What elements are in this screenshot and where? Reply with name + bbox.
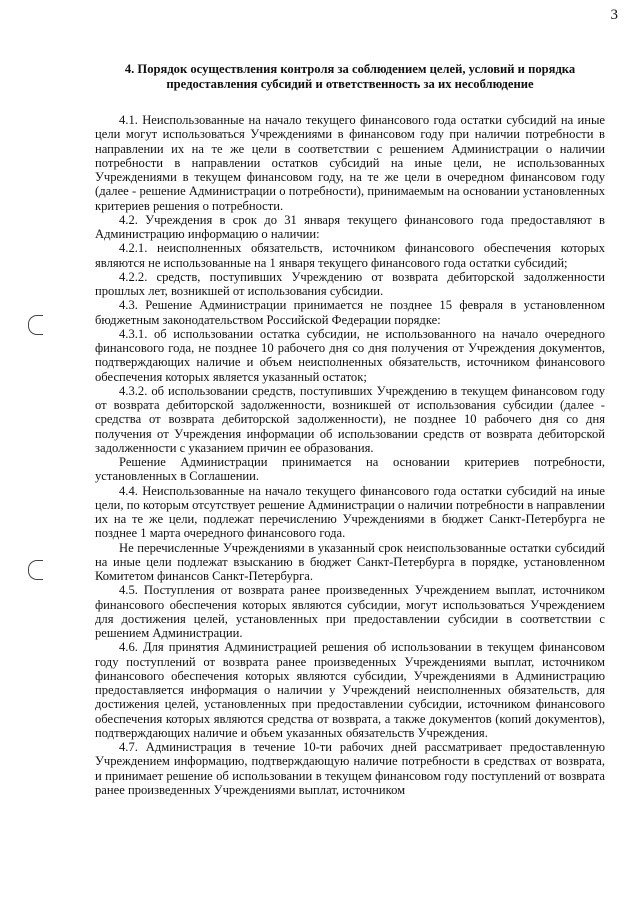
page-number: 3	[610, 7, 618, 23]
paragraph-4-3-1: 4.3.1. об использовании остатка субсидии, не использованного на начало очередного финансового года, не позднее 10 рабочего дня со дня получения от Учреждения документов, подтверждающих наличие и объем неисполненных обязательств, источником финансового обеспечения которых является указанный остаток;	[95, 326, 605, 384]
paragraph-4-5: 4.5. Поступления от возврата ранее произведенных Учреждением выплат, источником финансового обеспечения которых являются субсидии, могут использоваться Учреждением для достижения целей, установленных при предоставлении субсидии в соответствии с решением Администрации.	[95, 583, 605, 640]
paragraph-4-7: 4.7. Администрация в течение 10-ти рабочих дней рассматривает предоставленную Учреждением информацию, подтверждающую наличие потребности в средствах от возврата, и принимает решение об использовании в текущем финансовом году поступлений от возврата ранее произведенных Учреждениями выплат, источником	[95, 740, 605, 797]
document-body	[95, 62, 605, 797]
paragraph-4-2-1: 4.2.1. неисполненных обязательств, источником финансового обеспечения которых являются не использованные на 1 января текущего финансового года остатки субсидий;	[95, 241, 605, 270]
paragraph-4-2-2: 4.2.2. средств, поступивших Учреждению от возврата дебиторской задолженности прошлых лет, возникшей от использования субсидии.	[95, 269, 605, 298]
paragraph-4-1: 4.1. Неиспользованные на начало текущего финансового года остатки субсидий на иные цели могут использоваться Учреждениями в финансовом году при наличии потребности в направлении их на те же цели в соответствии с решением Администрации о наличии потребности в направлении остатков субсидий на иные цели, не использованных Учреждениями в текущем финансовом году, на те же цели в очередном финансовом году (далее - решение Администрации о потребности), принимаемым на основании установленных критериев решения о потребности.	[95, 113, 605, 213]
paragraph-4-6: 4.6. Для принятия Администрацией решения об использовании в текущем финансовом году поступлений от возврата ранее произведенных Учреждениями выплат, источником финансового обеспечения которых являются субсидии, Учреждениями в Администрацию предоставляется информация о наличии у Учреждений неисполненных обязательств, для достижения целей, установленных при предоставлении субсидии, источником финансового обеспечения которых являются средства от возврата, а также документов (копий документов), подтверждающих наличие и объем указанных обязательств Учреждения.	[95, 640, 605, 740]
punch-hole-mark	[28, 315, 43, 335]
paragraph-4-4: 4.4. Неиспользованные на начало текущего финансового года остатки субсидий на иные цели, по которым отсутствует решение Администрации о наличии потребности в направлении их на те же цели, подлежат перечислению Учреждениями в бюджет Санкт-Петербурга не позднее 1 марта очередного финансового года.	[95, 483, 605, 541]
paragraph-unreturned-balances: Не перечисленные Учреждениями в указанный срок неиспользованные остатки субсидий на иные цели подлежат взысканию в бюджет Санкт-Петербурга в порядке, установленном Комитетом финансов Санкт-Петербурга.	[95, 540, 605, 583]
paragraph-4-2: 4.2. Учреждения в срок до 31 января текущего финансового года предоставляют в Администрацию информацию о наличии:	[95, 212, 605, 241]
section-heading: 4. Порядок осуществления контроля за соблюдением целей, условий и порядка предоставления субсидий и ответственность за их несоблюдение	[124, 62, 576, 91]
paragraph-4-3-2: 4.3.2. об использовании средств, поступивших Учреждению в текущем финансовом году от возврата дебиторской задолженности, возникшей от использования субсидии (далее - средства от возврата дебиторской задолженности), не позднее 10 рабочего дня со дня получения от Учреждения информации об использовании средств от возврата дебиторской задолженности с указанием причин ее образования.	[95, 383, 605, 455]
punch-hole-mark	[28, 560, 43, 580]
paragraph-decision-criteria: Решение Администрации принимается на основании критериев потребности, установленных в Соглашении.	[95, 455, 605, 484]
paragraph-4-3: 4.3. Решение Администрации принимается не позднее 15 февраля в установленном бюджетным законодательством Российской Федерации порядке:	[95, 298, 605, 327]
